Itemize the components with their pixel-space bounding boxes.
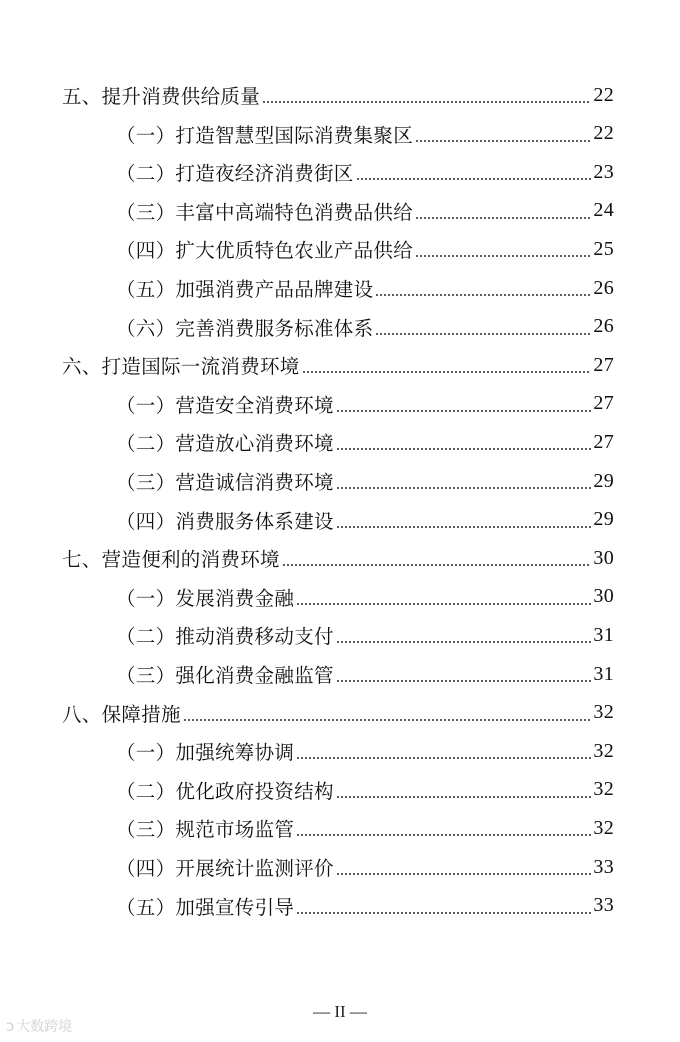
- toc-page-number: 32: [593, 778, 614, 801]
- toc-subsection-entry[interactable]: [116, 852, 614, 882]
- toc-subsection-entry[interactable]: [116, 157, 614, 187]
- toc-dot-leader: [415, 217, 591, 219]
- toc-page-number: 33: [593, 855, 614, 878]
- toc-dot-leader: [302, 371, 592, 373]
- toc-page-number: 22: [593, 122, 614, 145]
- toc-subsection-entry[interactable]: [116, 119, 614, 149]
- toc-page-number: 24: [593, 199, 614, 222]
- toc-subsection-entry[interactable]: [116, 736, 614, 766]
- toc-dot-leader: [296, 603, 591, 605]
- toc-page-number: 25: [593, 237, 614, 260]
- toc-dot-leader: [262, 101, 591, 103]
- toc-entry-title: （五）加强宣传引导: [116, 895, 295, 919]
- toc-page-number: 23: [593, 160, 614, 183]
- toc-subsection-entry[interactable]: [116, 620, 614, 650]
- toc-page-number: 33: [593, 894, 614, 917]
- toc-dot-leader: [336, 873, 592, 875]
- toc-subsection-entry[interactable]: [116, 659, 614, 689]
- toc-dot-leader: [282, 564, 592, 566]
- toc-page-number: 30: [593, 546, 614, 569]
- toc-page-number: 26: [593, 315, 614, 338]
- watermark-logo-icon: ↄ: [6, 1017, 15, 1035]
- toc-page-number: 27: [593, 430, 614, 453]
- toc-subsection-entry[interactable]: [116, 273, 614, 303]
- toc-entry-title: （六）完善消费服务标准体系: [116, 316, 374, 340]
- toc-subsection-entry[interactable]: [116, 891, 614, 921]
- toc-page-number: 31: [593, 623, 614, 646]
- toc-entry-title: （三）强化消费金融监管: [116, 664, 334, 687]
- toc-subsection-entry[interactable]: [116, 466, 614, 496]
- toc-page-number: 31: [593, 662, 614, 685]
- toc-dot-leader: [415, 140, 591, 142]
- toc-entry-title: （三）丰富中高端特色消费品供给: [116, 200, 414, 224]
- toc-entry-title: 八、保障措施: [62, 702, 181, 726]
- toc-dot-leader: [296, 834, 591, 836]
- toc-entry-title: （四）开展统计监测评价: [116, 857, 334, 880]
- toc-page-number: 29: [593, 469, 614, 492]
- toc-dot-leader: [336, 448, 592, 450]
- toc-entry-title: （一）打造智慧型国际消费集聚区: [116, 123, 414, 147]
- toc-entry-title: （二）打造夜经济消费街区: [116, 162, 354, 186]
- toc-page-number: 32: [593, 701, 614, 724]
- toc-dot-leader: [336, 526, 592, 528]
- toc-dot-leader: [336, 410, 592, 412]
- toc-dot-leader: [296, 912, 591, 914]
- toc-subsection-entry[interactable]: [116, 312, 614, 342]
- toc-dot-leader: [336, 487, 592, 489]
- toc-subsection-entry[interactable]: [116, 505, 614, 535]
- toc-subsection-entry[interactable]: [116, 389, 614, 419]
- toc-subsection-entry[interactable]: [116, 775, 614, 805]
- toc-page-number: 32: [593, 739, 614, 762]
- toc-dot-leader: [296, 757, 591, 759]
- toc-page-number: 32: [593, 816, 614, 839]
- toc-dot-leader: [183, 719, 592, 721]
- toc-entry-title: （三）营造诚信消费环境: [116, 471, 334, 494]
- toc-dot-leader: [336, 641, 592, 643]
- toc-entry-title: 五、提升消费供给质量: [62, 85, 261, 108]
- toc-entry-title: （四）消费服务体系建设: [116, 509, 334, 533]
- toc-dot-leader: [415, 255, 591, 257]
- page-number-footer: — II —: [313, 1002, 367, 1021]
- toc-page-number: 29: [593, 508, 614, 531]
- toc-dot-leader: [336, 796, 592, 798]
- toc-entry-title: （五）加强消费产品品牌建设: [116, 278, 374, 301]
- watermark-text: 大数跨境: [16, 1019, 73, 1035]
- toc-subsection-entry[interactable]: [116, 813, 614, 843]
- toc-subsection-entry[interactable]: [116, 582, 614, 612]
- watermark: [6, 1016, 72, 1036]
- toc-dot-leader: [375, 294, 591, 296]
- toc-page-number: 27: [593, 392, 614, 415]
- toc-entry-title: 七、营造便利的消费环境: [62, 548, 280, 572]
- toc-page-number: 27: [593, 353, 614, 376]
- toc-section-entry[interactable]: [62, 698, 614, 728]
- toc-page-number: 30: [593, 585, 614, 608]
- toc-entry-title: （二）推动消费移动支付: [116, 625, 334, 649]
- toc-dot-leader: [356, 178, 592, 180]
- toc-entry-title: 六、打造国际一流消费环境: [62, 355, 300, 379]
- toc-dot-leader: [375, 333, 591, 335]
- toc-entry-title: （一）营造安全消费环境: [116, 393, 334, 417]
- toc-subsection-entry[interactable]: [116, 234, 614, 264]
- toc-entry-title: （三）规范市场监管: [116, 818, 295, 842]
- toc-page-number: 26: [593, 276, 614, 299]
- toc-entry-title: （一）发展消费金融: [116, 586, 295, 610]
- toc-entry-title: （二）营造放心消费环境: [116, 432, 334, 456]
- toc-section-entry[interactable]: [62, 543, 614, 573]
- toc-subsection-entry[interactable]: [116, 196, 614, 226]
- toc-dot-leader: [336, 680, 592, 682]
- toc-entry-title: （四）扩大优质特色农业产品供给: [116, 239, 414, 263]
- toc-page-number: 22: [593, 83, 614, 106]
- toc-section-entry[interactable]: [62, 80, 614, 110]
- toc-section-entry[interactable]: [62, 350, 614, 380]
- toc-entry-title: （一）加强统筹协调: [116, 741, 295, 765]
- toc-subsection-entry[interactable]: [116, 427, 614, 457]
- toc-entry-title: （二）优化政府投资结构: [116, 779, 334, 803]
